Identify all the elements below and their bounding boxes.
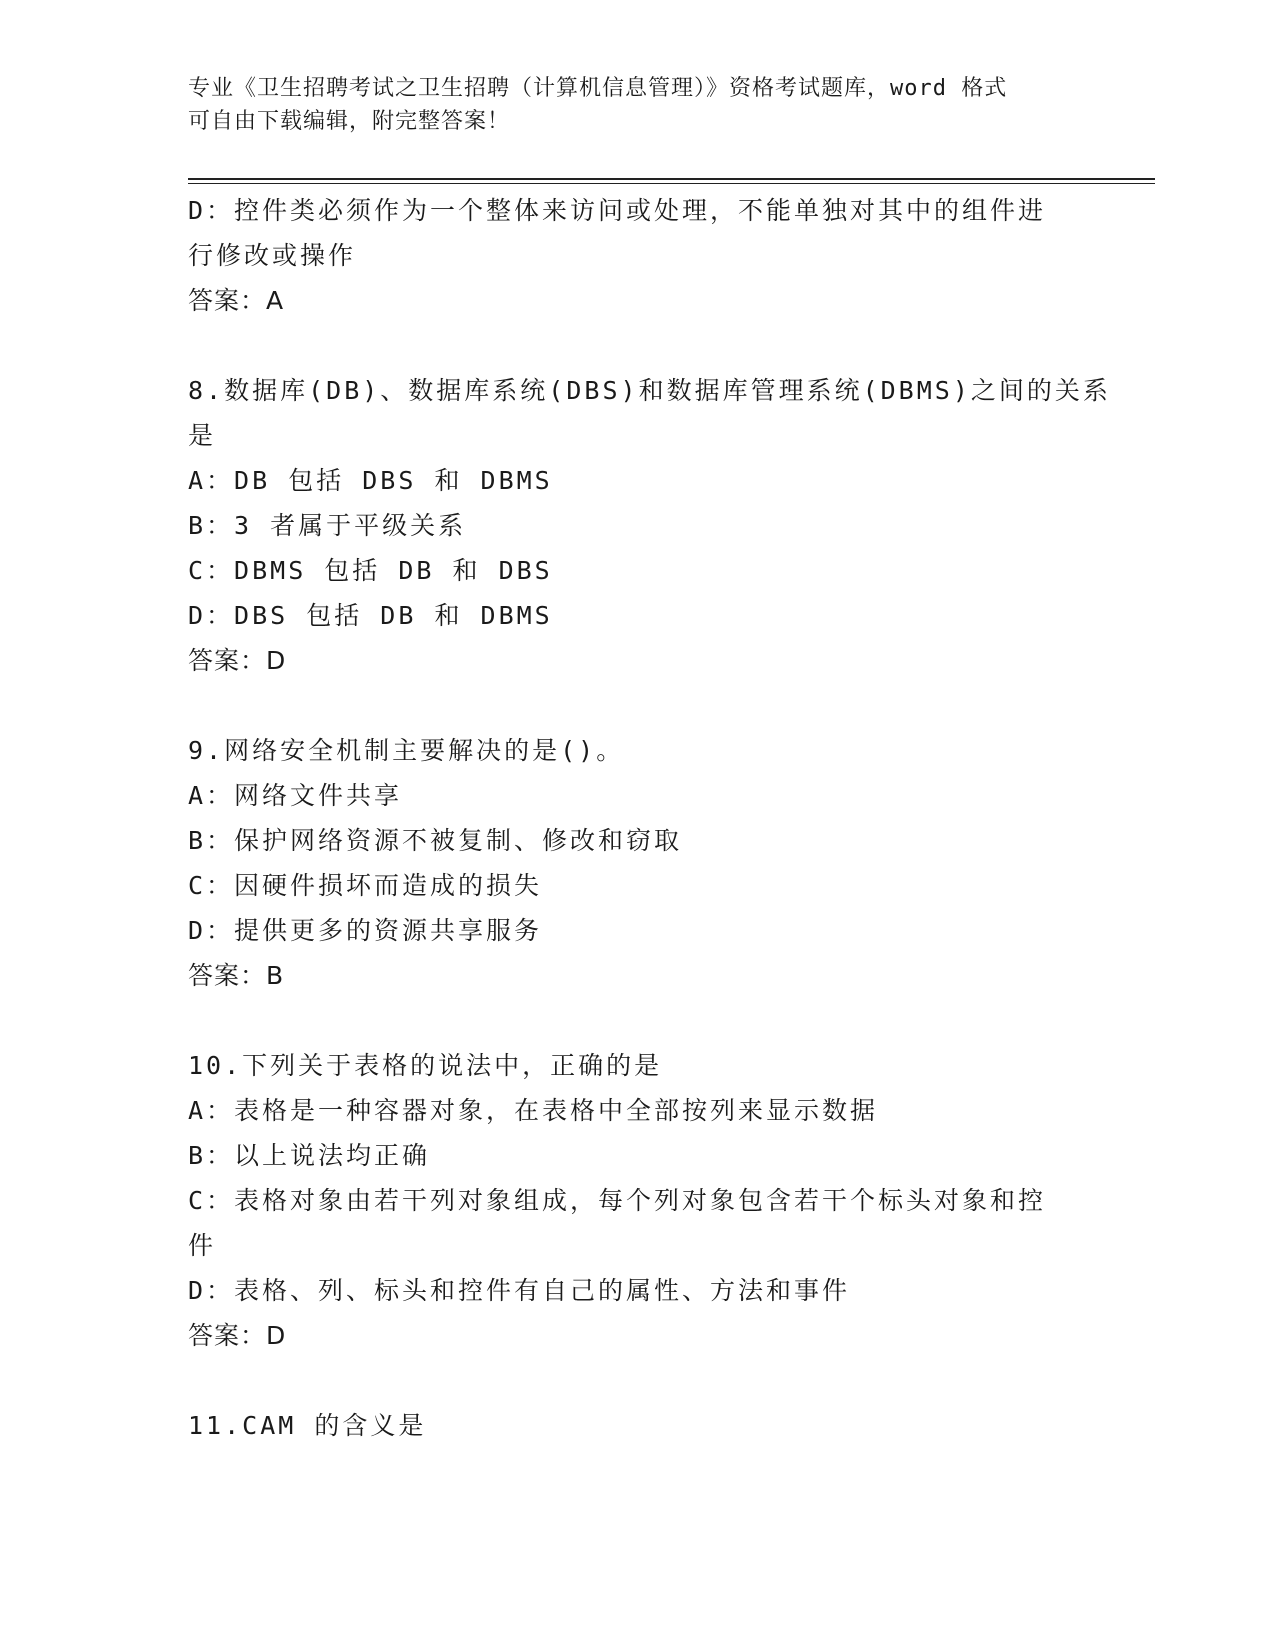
- option-a: A：网络文件共享: [188, 781, 403, 810]
- option-d: D：提供更多的资源共享服务: [188, 916, 543, 945]
- header-line-1: 专业《卫生招聘考试之卫生招聘（计算机信息管理）》资格考试题库，word 格式: [188, 76, 1008, 101]
- option-c-continued: 件: [188, 1231, 217, 1260]
- header-line-2: 可自由下载编辑，附完整答案！: [188, 109, 511, 134]
- header-rule-thick: [188, 178, 1155, 180]
- option-c: C：因硬件损坏而造成的损失: [188, 871, 543, 900]
- option-c: C：表格对象由若干列对象组成，每个列对象包含若干个标头对象和控: [188, 1186, 1047, 1215]
- spacer: [188, 998, 1088, 1043]
- option-a: A：DB 包括 DBS 和 DBMS: [188, 466, 553, 495]
- answer-line: 答案：D: [188, 1321, 287, 1350]
- question-block: [188, 1403, 1088, 1448]
- answer-line: 答案：A: [188, 286, 285, 315]
- spacer: [188, 1358, 1088, 1403]
- question-block: [188, 188, 1088, 323]
- question-stem: 10.下列关于表格的说法中，正确的是: [188, 1051, 663, 1080]
- option-b: B：以上说法均正确: [188, 1141, 431, 1170]
- option-b: B：3 者属于平级关系: [188, 511, 467, 540]
- question-text-line: D：控件类必须作为一个整体来访问或处理，不能单独对其中的组件进: [188, 196, 1047, 225]
- question-stem: 是: [188, 421, 217, 450]
- question-text-line: 行修改或操作: [188, 241, 357, 270]
- option-a: A：表格是一种容器对象，在表格中全部按列来显示数据: [188, 1096, 879, 1125]
- answer-line: 答案：B: [188, 961, 285, 990]
- spacer: [188, 323, 1088, 368]
- spacer: [188, 683, 1088, 728]
- question-block: [188, 728, 1088, 998]
- question-block: [188, 1043, 1088, 1358]
- header-rule-thin: [188, 183, 1155, 184]
- option-d: D：DBS 包括 DB 和 DBMS: [188, 601, 553, 630]
- question-stem: 8.数据库(DB)、数据库系统(DBS)和数据库管理系统(DBMS)之间的关系: [188, 376, 1111, 405]
- question-block: [188, 368, 1111, 683]
- document-header: [188, 72, 1088, 138]
- option-d: D：表格、列、标头和控件有自己的属性、方法和事件: [188, 1276, 851, 1305]
- option-c: C：DBMS 包括 DB 和 DBS: [188, 556, 553, 585]
- question-stem: 11.CAM 的含义是: [188, 1411, 427, 1440]
- question-stem: 9.网络安全机制主要解决的是()。: [188, 736, 625, 765]
- question-list: [188, 188, 1111, 1448]
- option-b: B：保护网络资源不被复制、修改和窃取: [188, 826, 683, 855]
- answer-line: 答案：D: [188, 646, 287, 675]
